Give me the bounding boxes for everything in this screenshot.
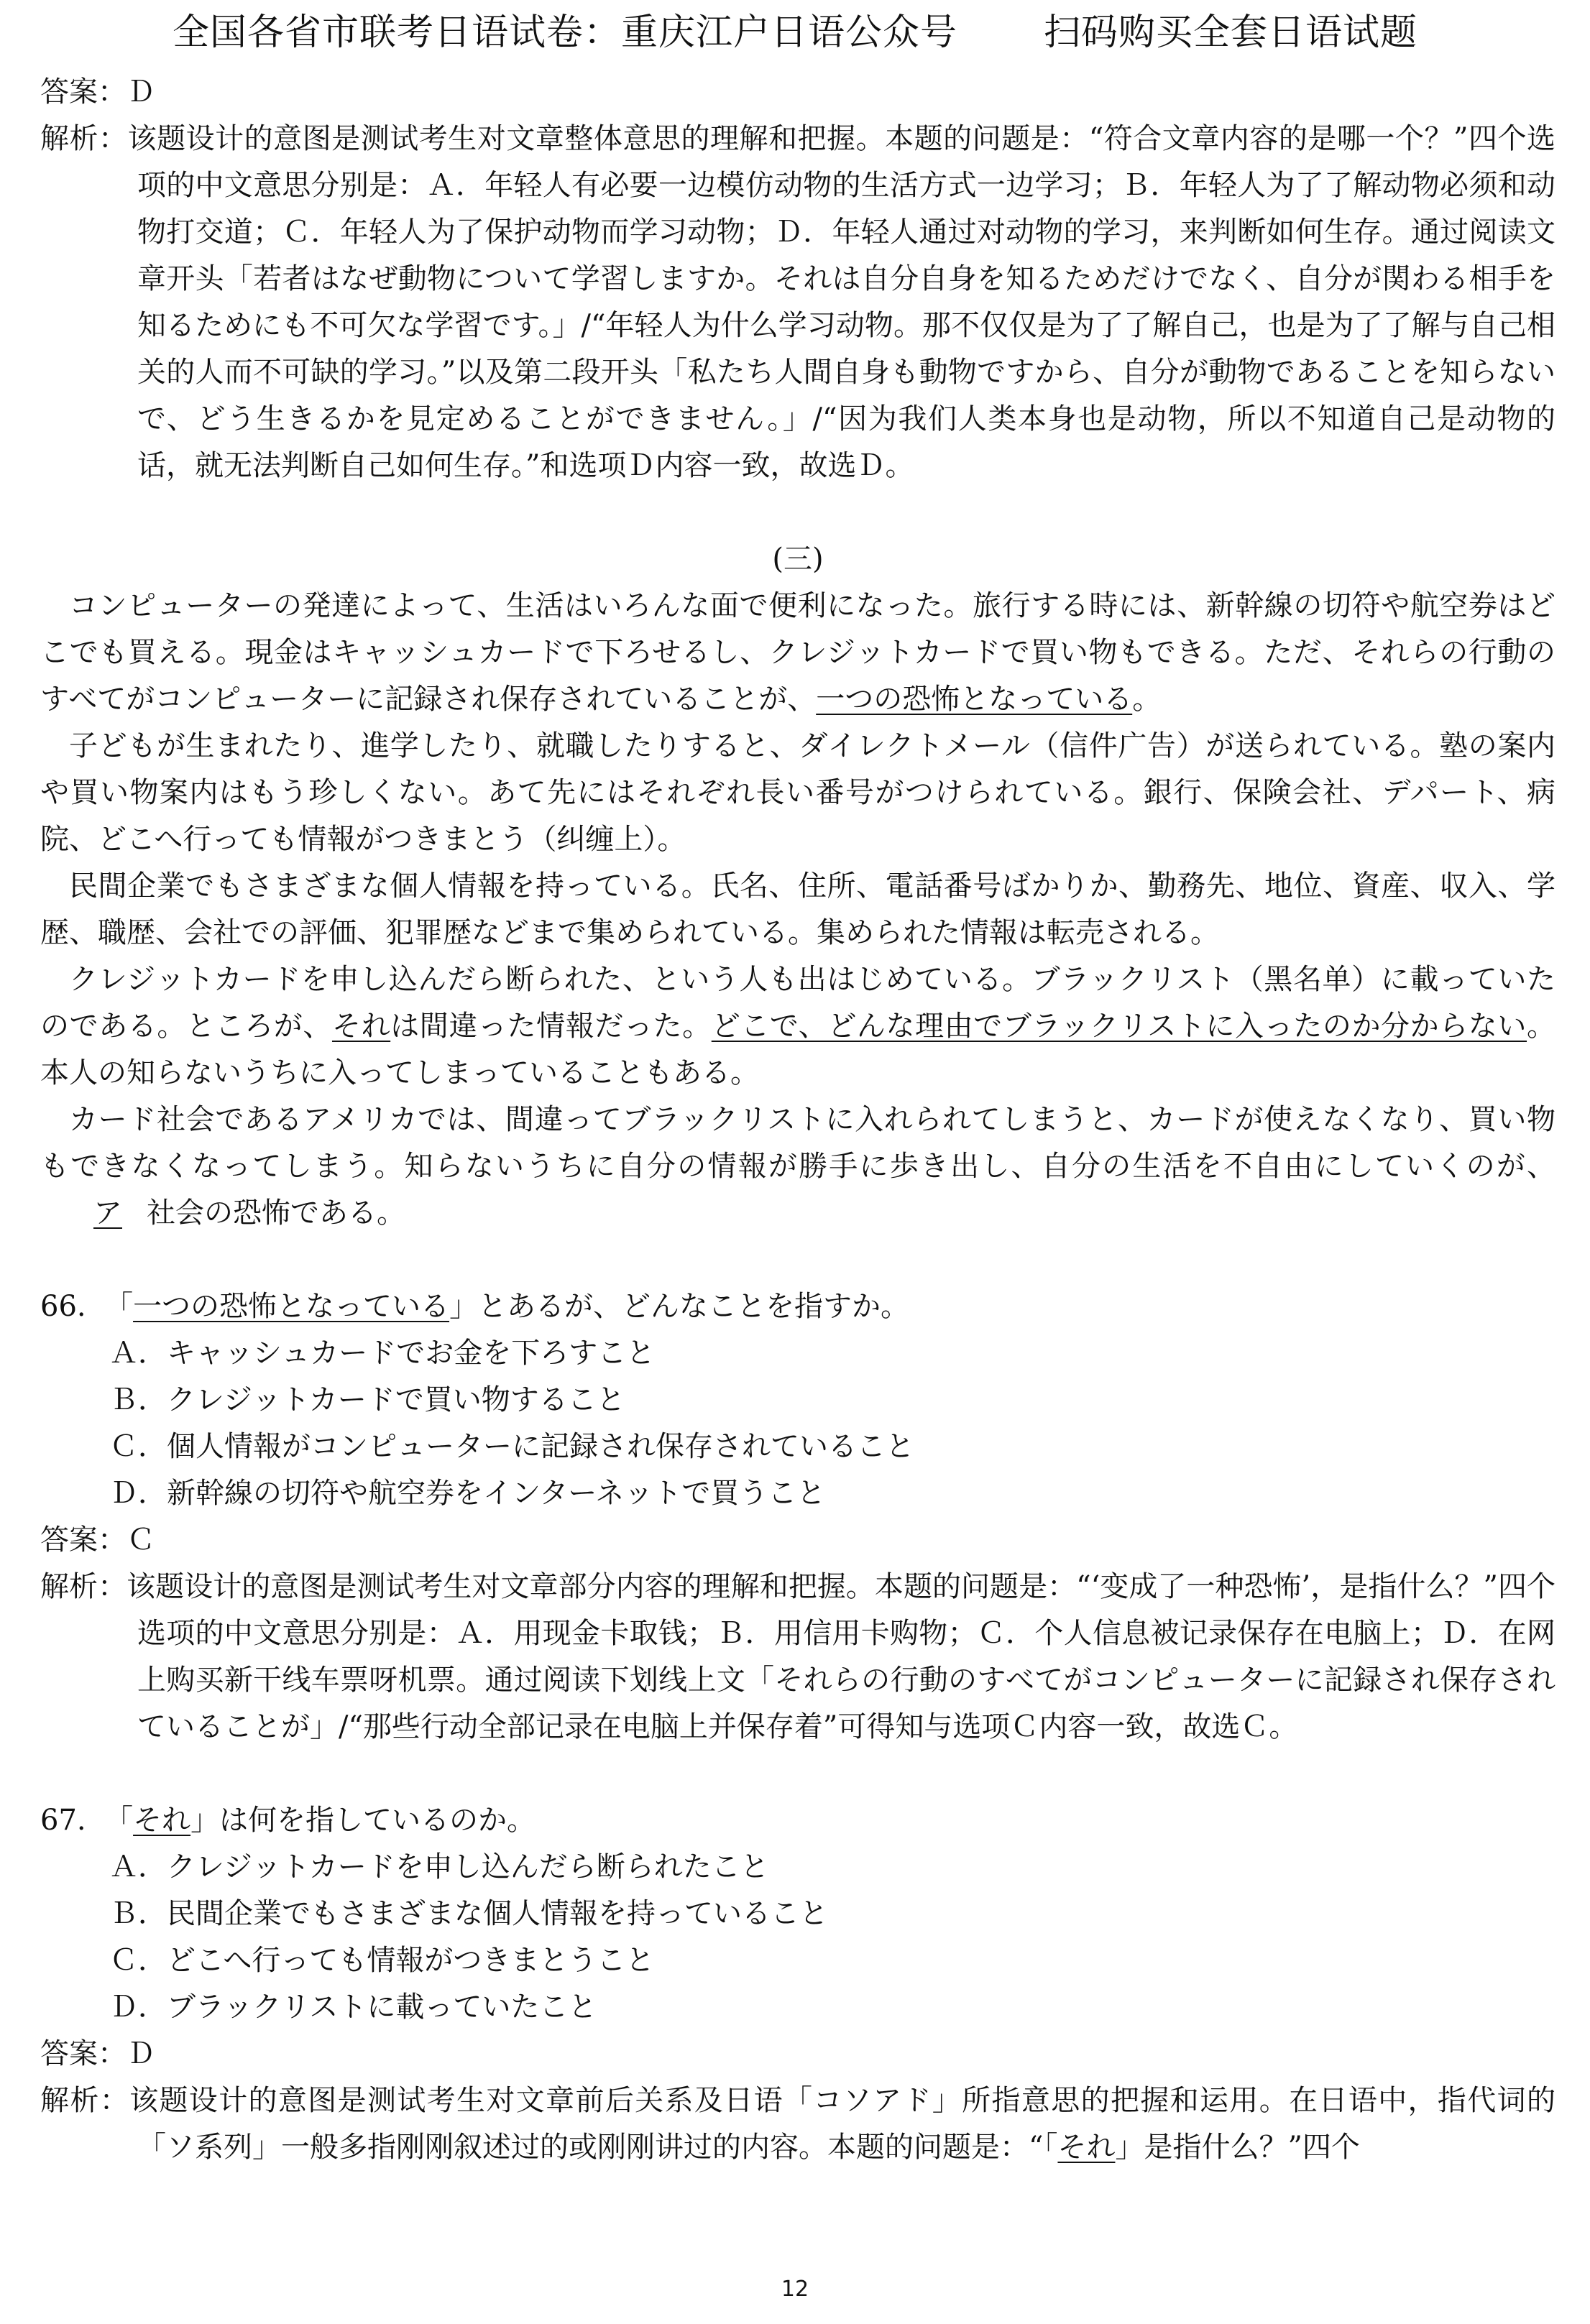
blank-a: ア: [93, 1196, 122, 1230]
page-number: 12: [781, 2277, 809, 2302]
q67-stem: 67. 「それ」は何を指しているのか。: [40, 1804, 536, 1837]
q67-option-d: Ｄ．ブラックリストに載っていたこと: [109, 1991, 597, 2024]
q67-analysis-underlined-word: それ: [1057, 2131, 1116, 2164]
q67-option-b: Ｂ．民間企業でもさまざまな個人情報を持っていること: [109, 1897, 828, 1930]
q66-analysis: 解析：该题设计的意图是测试考生对文章部分内容的理解和把握。本题的问题是：“‘变成了一种恐怖’，是指什么？”四个选项的中文意思分别是：Ａ．用现金卡取钱；Ｂ．用信用卡购物；Ｃ．个人信息被记录保存在电脑上；Ｄ．在网上购买新干线车票呀机票。通过阅读下划线上文「それらの行動のすべてがコンピューターに記録され保存されていることが」/“那些行动全部记录在电脑上并保存着”可得知与选项Ｃ内容一致，故选Ｃ。: [40, 1570, 1555, 1743]
q66-answer: 答案：Ｃ: [40, 1523, 155, 1557]
q67-analysis: 解析：该题设计的意图是测试考生对文章前后关系及日语「コソアド」所指意思的把握和运用。在日语中，指代词的「ソ系列」一般多指刚刚叙述过的或刚刚讲过的内容。本题的问题是：“「それ」是指什么？”四个: [40, 2084, 1555, 2164]
passage-paragraph-4: クレジットカードを申し込んだら断られた、という人も出はじめている。ブラックリスト（黑名单）に載っていたのである。ところが、それは間違った情報だった。どこで、どんな理由でブラックリストに入ったのか分からない。本人の知らないうちに入ってしまっていることもある。: [40, 963, 1556, 1089]
passage-paragraph-1: コンピューターの発達によって、生活はいろんな面で便利になった。旅行する時には、新幹線の切符や航空券はどこでも買える。現金はキャッシュカードで下ろせるし、クレジットカードで買い物もできる。ただ、それらの行動のすべてがコンピューターに記録され保存されていることが、一つの恐怖となっている。: [40, 589, 1555, 716]
passage-paragraph-2: 子どもが生まれたり、進学したり、就職したりすると、ダイレクトメール（信件广告）が送られている。塾の案内や買い物案内はもう珍しくない。あて先にはそれぞれ長い番号がつけられている。銀行、保険会社、デパート、病院、どこへ行っても情報がつきまとう（纠缠上）。: [40, 729, 1555, 856]
q66-option-d: Ｄ．新幹線の切符や航空券をインターネットで買うこと: [109, 1477, 826, 1510]
passage-paragraph-5: カード社会であるアメリカでは、間違ってブラックリストに入れられてしまうと、カードが使えなくなり、買い物もできなくなってしまう。知らないうちに自分の情報が勝手に歩き出し、自分の生活を不自由にしていくのが、ア 社会の恐怖である。: [40, 1097, 1555, 1237]
q67-underlined-word: それ: [133, 1804, 191, 1837]
q66-option-a: Ａ．キャッシュカードでお金を下ろすこと: [109, 1337, 656, 1370]
page-header: [0, 10, 1590, 56]
q65-answer: 答案：Ｄ: [40, 75, 155, 109]
q66-option-c: Ｃ．個人情報がコンピューターに記録され保存されていること: [109, 1430, 914, 1463]
passage-paragraph-3: 民間企業でもさまざまな個人情報を持っている。氏名、住所、電話番号ばかりか、勤務先、地位、資産、収入、学歴、職歴、会社での評価、犯罪歴などまで集められている。集められた情報は転売される。: [40, 870, 1555, 949]
header-promo: 扫码购买全套日语试题: [1044, 11, 1418, 54]
q67-answer: 答案：Ｄ: [40, 2037, 155, 2070]
q67-option-c: Ｃ．どこへ行っても情報がつきまとうこと: [109, 1944, 655, 1977]
header-title: 全国各省市联考日语试卷：重庆江户日语公众号: [172, 11, 957, 54]
q66-option-b: Ｂ．クレジットカードで買い物すること: [109, 1383, 625, 1416]
q66-stem: 66. 「一つの恐怖となっている」とあるが、どんなことを指すか。: [40, 1290, 910, 1323]
page-content: [40, 69, 1555, 2171]
passage-title: (三): [772, 543, 824, 576]
underlined-phrase: 一つの恐怖となっている: [816, 683, 1133, 716]
q67-option-a: Ａ．クレジットカードを申し込んだら断られたこと: [109, 1850, 769, 1883]
underlined-word: それ: [331, 1010, 391, 1043]
q66-underlined-phrase: 一つの恐怖となっている: [133, 1290, 450, 1323]
underlined-sentence: どこで、どんな理由でブラックリストに入ったのか分からない: [711, 1010, 1527, 1043]
q65-analysis: 解析：该题设计的意图是测试考生对文章整体意思的理解和把握。本题的问题是：“符合文章内容的是哪一个？”四个选项的中文意思分别是：Ａ．年轻人有必要一边模仿动物的生活方式一边学习；Ｂ．年轻人为了了解动物必须和动物打交道；Ｃ．年轻人为了保护动物而学习动物；Ｄ．年轻人通过对动物的学习，来判断如何生存。通过阅读文章开头「若者はなぜ動物について学習しますか。それは自分自身を知るためだけでなく、自分が関わる相手を知るためにも不可欠な学習です。」/“年轻人为什么学习动物。那不仅仅是为了了解自己，也是为了了解与自己相关的人而不可缺的学习。”以及第二段开头「私たち人間自身も動物ですから、自分が動物であることを知らないで、どう生きるかを見定めることができません。」/“因为我们人类本身也是动物，所以不知道自己是动物的话，就无法判断自己如何生存。”和选项Ｄ内容一致，故选Ｄ。: [40, 122, 1555, 482]
